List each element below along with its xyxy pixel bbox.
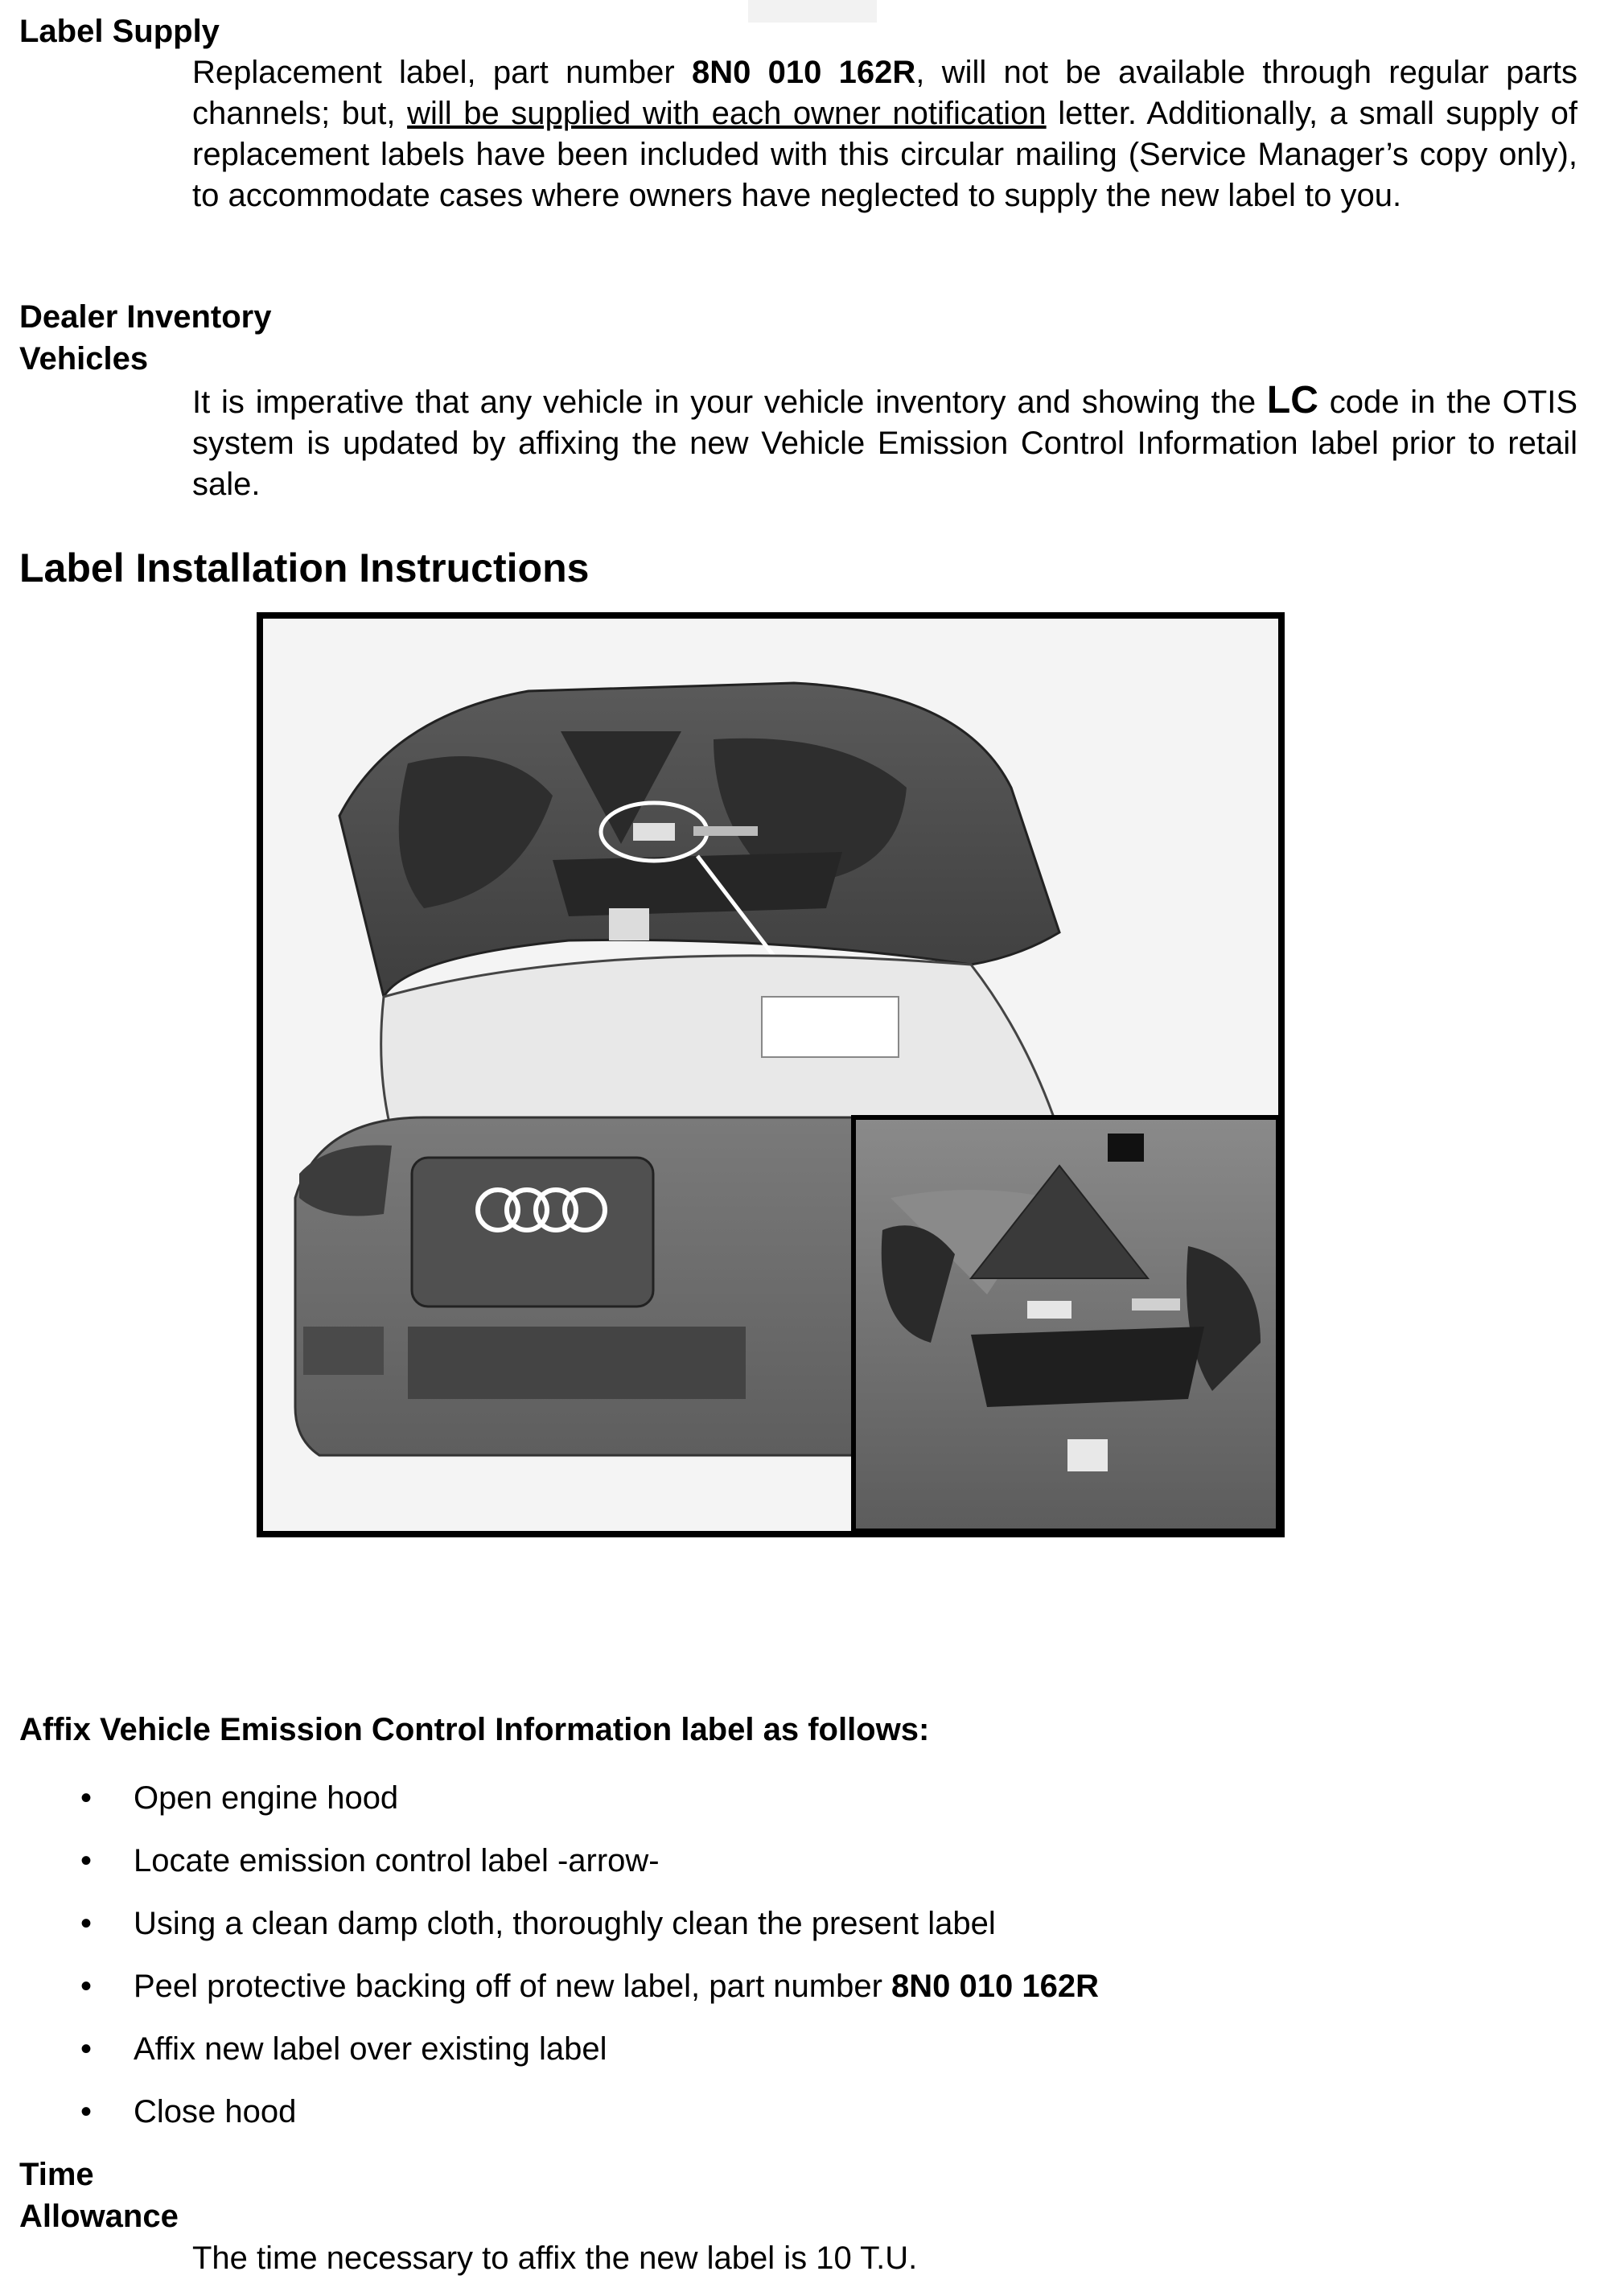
lc-code: LC: [1266, 379, 1318, 422]
step-4-part-number: 8N0 010 162R: [891, 1969, 1099, 2004]
dealer-inventory-paragraph: [192, 380, 1577, 505]
label-supply-part-number: 8N0 010 162R: [691, 55, 916, 90]
dealer-inventory-heading-line2: Vehicles: [19, 341, 149, 376]
installation-heading: Label Installation Instructions: [19, 545, 590, 590]
car-hood-illustration: [263, 619, 1278, 1531]
label-supply-heading: Label Supply: [19, 14, 220, 49]
label-supply-paragraph: [192, 52, 1577, 216]
scan-smudge: [748, 0, 877, 23]
step-text: Locate emission control label -arrow-: [134, 1843, 660, 1878]
step-text: [134, 1966, 1099, 2006]
step-4-text: Peel protective backing off of new label, part number: [134, 1969, 892, 2004]
time-allowance-paragraph: The time necessary to affix the new label is 10 T.U.: [192, 2240, 918, 2276]
label-supply-text-2: , will not be available through regular parts channels; but,: [192, 55, 1578, 131]
bullet-icon: •: [80, 1843, 93, 1878]
hood-closeup-inset: [853, 1117, 1278, 1531]
dealer-inventory-heading-line1: Dealer Inventory: [19, 299, 272, 335]
bullet-icon: •: [80, 1780, 93, 1816]
step-text: Close hood: [134, 2094, 297, 2129]
step-text: Open engine hood: [134, 1780, 399, 1816]
label-supply-text-3: letter. Additionally, a small supply of replacement labels have been included with this circular mailing (Service Manager’s copy only), to accommodate cases where owners have neglected to supply the new label to you.: [192, 96, 1577, 213]
time-allowance-heading-line2: Allowance: [19, 2199, 179, 2234]
label-supply-underlined-text: will be supplied with each owner notification: [407, 96, 1047, 131]
time-allowance-heading-line1: Time: [19, 2157, 94, 2192]
affix-heading: Affix Vehicle Emission Control Information label as follows:: [19, 1712, 930, 1747]
dealer-inventory-text-1: It is imperative that any vehicle in your vehicle inventory and showing the: [192, 385, 1267, 420]
car-hood-photo: [257, 612, 1285, 1537]
bullet-icon: •: [80, 1906, 93, 1941]
step-text: Using a clean damp cloth, thoroughly clean the present label: [134, 1906, 996, 1941]
step-text: Affix new label over existing label: [134, 2031, 607, 2067]
dealer-inventory-text-2: code in the OTIS system is updated by affixing the new Vehicle Emission Control Information label prior to retail sale.: [192, 385, 1577, 502]
bullet-icon: •: [80, 1969, 93, 2004]
label-supply-text-1: Replacement label, part number: [192, 55, 692, 90]
bullet-icon: •: [80, 2094, 93, 2129]
bullet-icon: •: [80, 2031, 93, 2067]
